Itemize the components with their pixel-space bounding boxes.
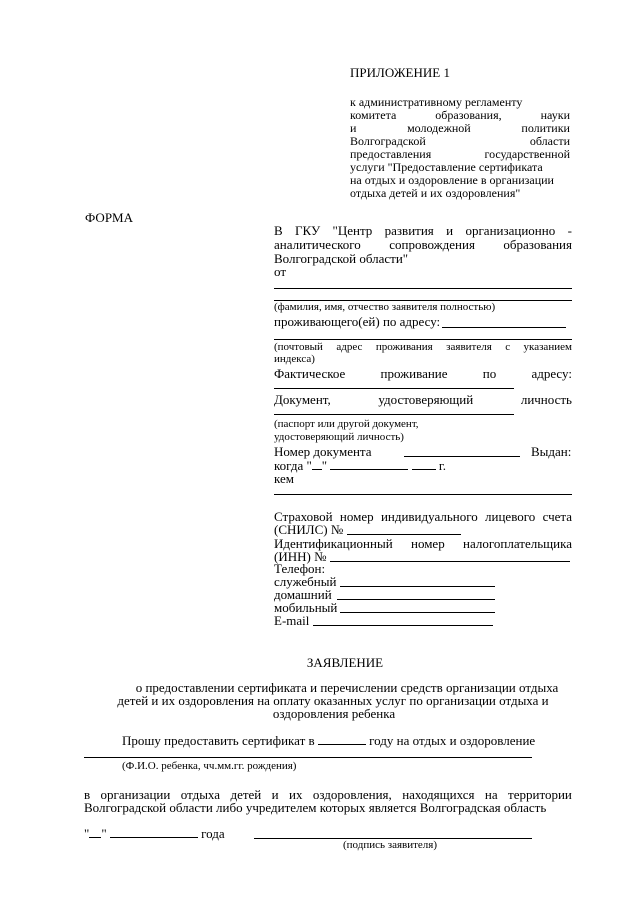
date-day-field[interactable] — [89, 826, 101, 838]
statement-title: ЗАЯВЛЕНИЕ — [306, 655, 384, 670]
issue-year-field[interactable] — [412, 458, 436, 470]
mobile-phone-field[interactable] — [340, 612, 495, 613]
year-suffix: г. — [438, 458, 446, 473]
addr-word: аналитического — [274, 237, 361, 252]
from-label: от — [274, 264, 287, 279]
regulation-ref-line: к административному регламенту — [350, 95, 523, 109]
addr-word: и — [446, 223, 454, 238]
label-word: номер — [411, 536, 445, 551]
statement-subtitle: о предоставлении сертификата и перечислении средств организации отдыха — [135, 680, 559, 695]
work-phone-field[interactable] — [340, 586, 495, 587]
addr-word: В — [274, 223, 283, 238]
caption-word: проживания — [375, 341, 433, 353]
ref-word: государственной — [484, 147, 570, 161]
issued-label: Выдан: — [531, 444, 572, 459]
applicant-name-line-1[interactable] — [274, 288, 572, 289]
email-field[interactable] — [313, 625, 493, 626]
form-label: ФОРМА — [85, 210, 133, 225]
addr-word: "Центр — [332, 223, 373, 238]
ref-word: Волгоградской — [350, 134, 426, 148]
org-word: организации — [100, 787, 171, 802]
work-phone-label: служебный — [274, 574, 337, 589]
caption-word: адрес — [336, 341, 363, 353]
label-word: лицевого — [485, 509, 536, 524]
label-word: адресу: — [531, 366, 572, 381]
ref-word: молодежной — [407, 121, 471, 135]
addr-word: - — [567, 223, 572, 238]
mobile-phone-label: мобильный — [274, 600, 338, 615]
label-word: счета — [542, 509, 572, 524]
issue-date-label: когда " " г. — [274, 458, 446, 473]
addr-word: развития — [384, 223, 434, 238]
caption-word: (почтовый — [274, 341, 323, 353]
doc-caption: (паспорт или другой документ, — [274, 418, 419, 430]
postal-caption: индекса) — [274, 353, 315, 365]
addr-word: образования — [503, 237, 572, 252]
addr-word: организационно — [465, 223, 556, 238]
snils-field[interactable] — [347, 534, 461, 535]
label-word: индивидуального — [380, 509, 478, 524]
date-line — [84, 826, 225, 841]
regulation-ref-line — [350, 108, 570, 122]
caption-word: с — [505, 341, 511, 353]
ref-word: и — [350, 121, 357, 135]
issue-month-field[interactable] — [330, 458, 408, 470]
organization-line: Волгоградской области либо учредителем которых является Волгоградская область — [84, 800, 547, 815]
label-word: налогоплательщика — [463, 536, 572, 551]
addr-word: сопровождения — [389, 237, 475, 252]
org-word: оздоровления, — [312, 787, 392, 802]
ref-word: комитета — [350, 108, 397, 122]
caption-word: указанием — [523, 341, 572, 353]
fio-caption: (фамилия, имя, отчество заявителя полностью) — [274, 301, 496, 313]
addr-word: ГКУ — [295, 223, 321, 238]
snils-number-label: (СНИЛС) № — [274, 522, 344, 537]
child-caption: (Ф.И.О. ребенка, чч.мм.гг. рождения) — [122, 760, 297, 772]
id-document-label — [274, 392, 572, 407]
postal-caption — [274, 341, 572, 354]
label-word: номер — [339, 509, 374, 524]
ref-word: области — [529, 134, 570, 148]
label-word: Страховой — [274, 509, 333, 524]
statement-subtitle: детей и их оздоровления на оплату оказанных услуг по организации отдыха и — [117, 693, 549, 708]
home-phone-field[interactable] — [337, 599, 495, 600]
regulation-ref-line: услуги "Предоставление сертификата — [350, 160, 543, 174]
ref-word: науки — [540, 108, 570, 122]
ref-word: образования, — [435, 108, 502, 122]
quote: " — [84, 826, 90, 841]
org-word: в — [84, 787, 91, 802]
quote: " — [101, 826, 107, 841]
doc-caption: удостоверяющий личность) — [274, 431, 404, 443]
issued-by-label: кем — [274, 471, 294, 486]
residing-label: проживающего(ей) по адресу: — [274, 314, 441, 329]
addressee-line: Волгоградской области" — [274, 251, 409, 266]
request-text: году на отдых и оздоровление — [369, 733, 536, 748]
inn-number-label: (ИНН) № — [274, 549, 327, 564]
doc-number-label: Номер документа — [274, 444, 372, 459]
label-word: Фактическое — [274, 366, 346, 381]
when-label: когда " — [274, 458, 312, 473]
request-text: Прошу предоставить сертификат в — [122, 733, 315, 748]
org-word: детей — [230, 787, 262, 802]
inn-field[interactable] — [330, 561, 570, 562]
date-month-field[interactable] — [110, 826, 198, 838]
label-word: Идентификационный — [274, 536, 393, 551]
addressee-line — [274, 223, 572, 238]
regulation-ref-line: отдыха детей и их оздоровления" — [350, 186, 521, 200]
regulation-ref-line — [350, 147, 570, 161]
address-line-1[interactable] — [442, 327, 566, 328]
regulation-ref-line: на отдых и оздоровление в организации — [350, 173, 554, 187]
ref-word: предоставления — [350, 147, 432, 161]
label-word: проживание — [380, 366, 448, 381]
appendix-title: ПРИЛОЖЕНИЕ 1 — [350, 65, 450, 80]
label-word: личность — [520, 392, 572, 407]
regulation-ref-line — [350, 121, 570, 135]
actual-address-label — [274, 366, 572, 381]
org-word: их — [289, 787, 303, 802]
org-word: и — [271, 787, 279, 802]
home-phone-label: домашний — [274, 587, 332, 602]
year-word: года — [201, 826, 225, 841]
issued-by-line[interactable] — [274, 494, 572, 495]
label-word: по — [482, 366, 497, 381]
org-word: на — [484, 787, 498, 802]
caption-word: заявителя — [446, 341, 492, 353]
signature-caption: (подпись заявителя) — [343, 839, 438, 851]
org-word: отдыха — [180, 787, 221, 802]
address-line-2[interactable] — [274, 339, 572, 340]
label-word: удостоверяющий — [378, 392, 474, 407]
actual-address-line[interactable] — [274, 388, 514, 389]
child-name-line[interactable] — [84, 757, 532, 758]
org-word: находящихся — [402, 787, 475, 802]
regulation-ref-line — [350, 134, 570, 148]
label-word: Документ, — [274, 392, 331, 407]
request-line — [122, 733, 535, 748]
doc-number-field[interactable] — [404, 456, 520, 457]
org-word: территории — [508, 787, 572, 802]
phone-label: Телефон: — [274, 561, 326, 576]
ref-word: политики — [521, 121, 570, 135]
email-label: E-mail — [274, 613, 310, 628]
issue-day-field[interactable] — [312, 458, 322, 470]
year-field[interactable] — [318, 733, 366, 745]
id-document-line[interactable] — [274, 414, 514, 415]
statement-subtitle: оздоровления ребенка — [272, 706, 396, 721]
addressee-line — [274, 237, 572, 252]
